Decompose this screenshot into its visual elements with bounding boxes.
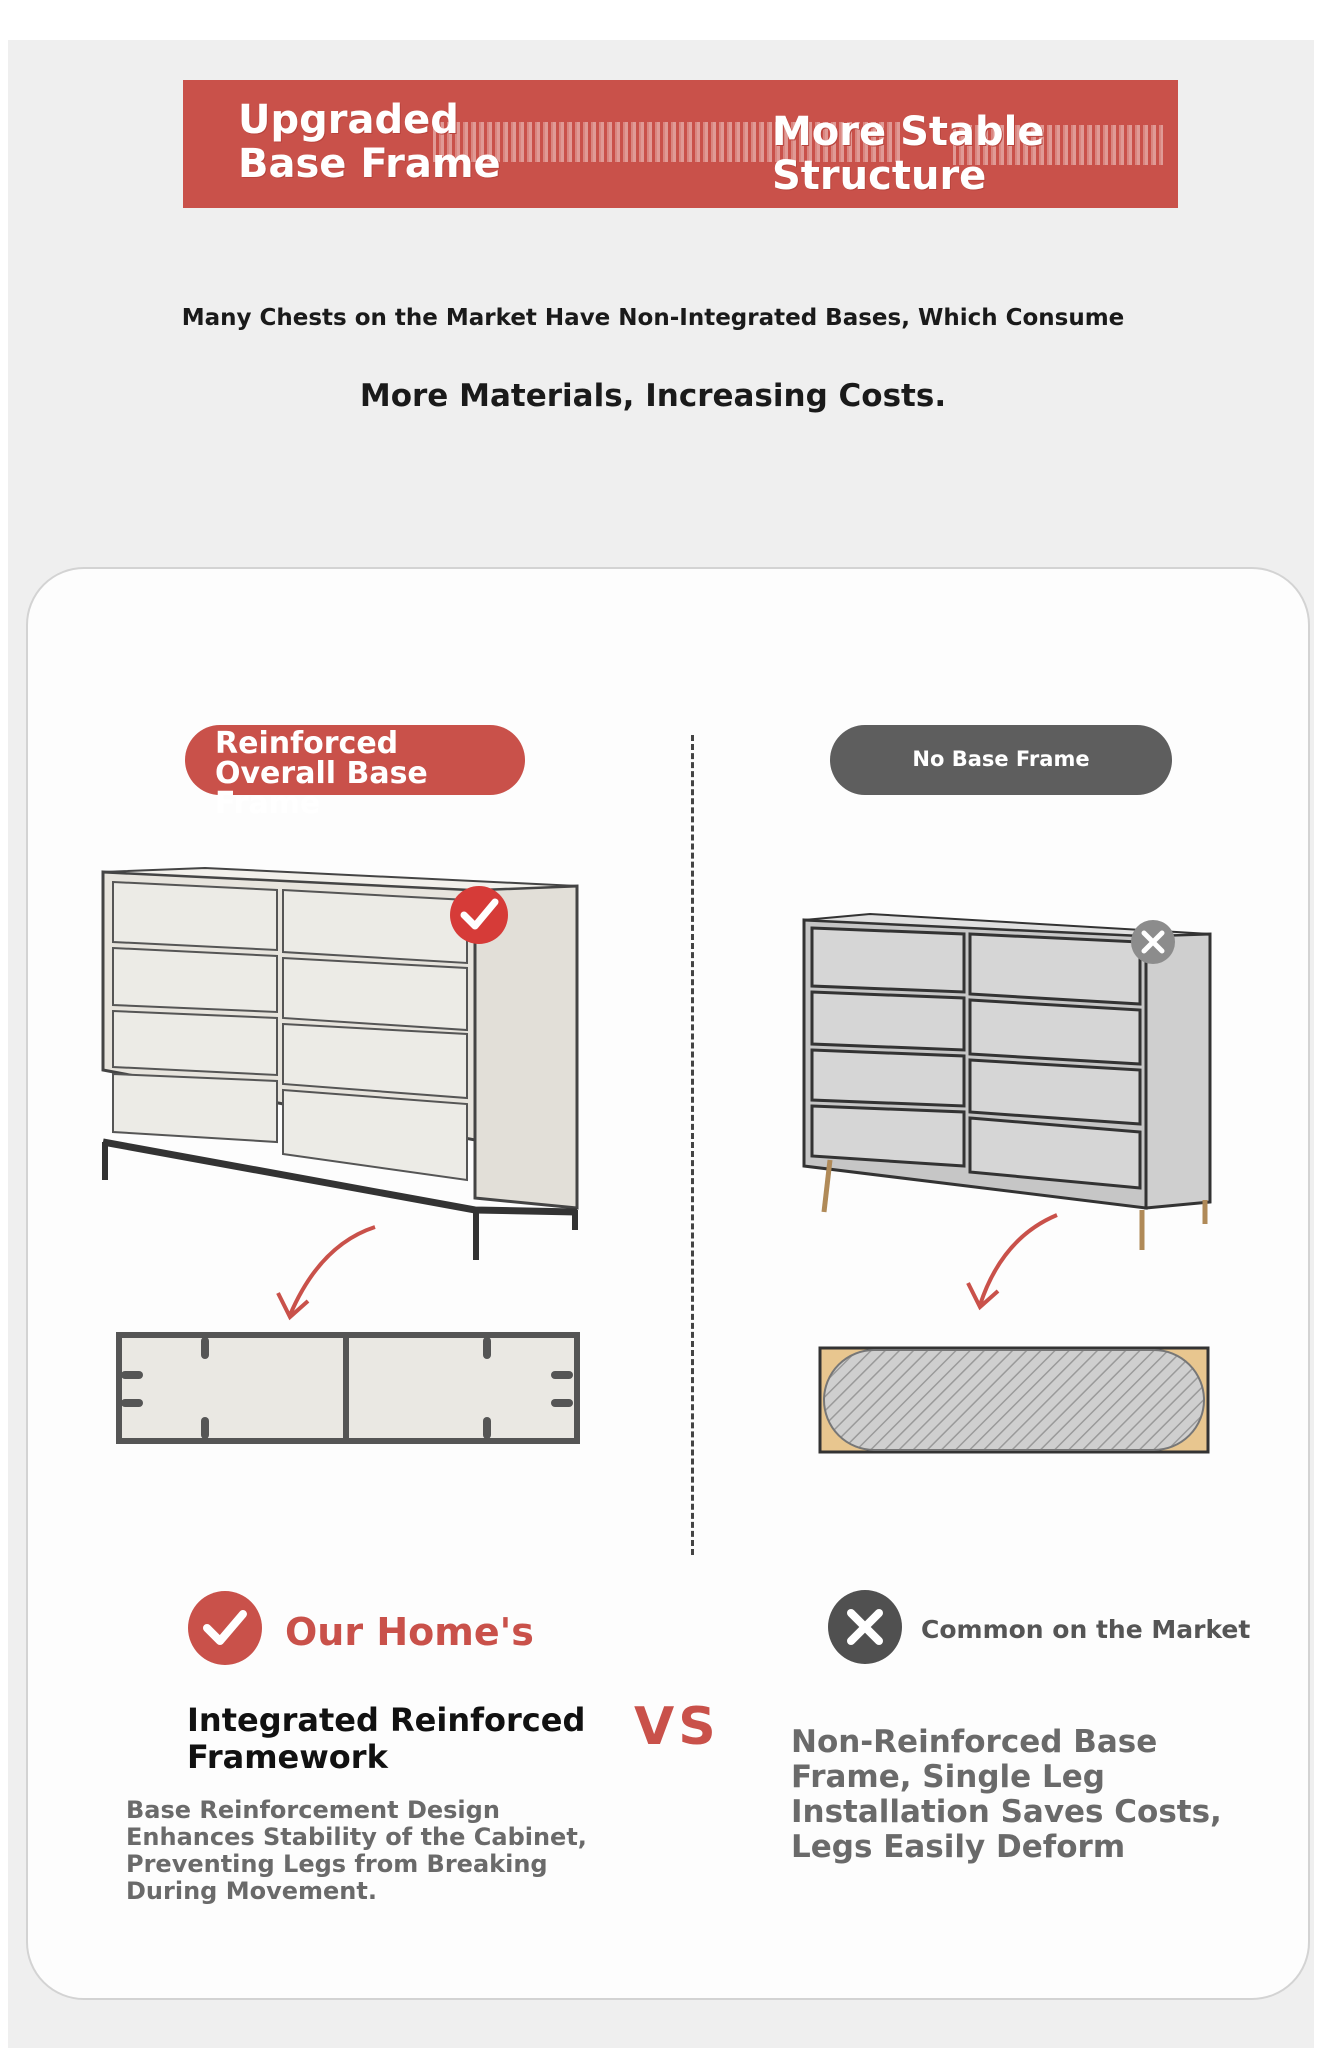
reinforced-chest-illustration [95,860,595,1280]
left-heading: Integrated Reinforced Framework [187,1701,586,1776]
common-market-label: Common on the Market [921,1615,1251,1644]
right-description: Non-Reinforced Base Frame, Single Leg Installation Saves Costs, Legs Easily Deform [791,1724,1222,1865]
banner-right-title: More Stable Structure [772,109,1045,199]
curved-arrow-icon [270,1225,380,1325]
top-banner [183,80,1178,208]
center-divider [691,735,694,1555]
reinforced-frame-pill-label: Reinforced Overall Base Frame [215,726,428,821]
non-reinforced-base-diagram [818,1346,1210,1454]
intro-line-1: Many Chests on the Market Have Non-Integrated Bases, Which Consume [181,305,1125,331]
banner-left-title: Upgraded Base Frame [238,97,501,187]
check-circle-icon [450,886,508,944]
intro-line-2: More Materials, Increasing Costs. [359,378,947,414]
our-home-label: Our Home's [285,1610,534,1654]
curved-arrow-icon [962,1213,1062,1313]
vs-label: VS [634,1697,720,1757]
no-base-frame-pill [830,725,1172,795]
no-base-frame-pill-label: No Base Frame [912,747,1090,771]
reinforced-base-frame-diagram [117,1333,579,1443]
check-circle-icon [187,1590,263,1666]
x-circle-icon [1131,920,1175,964]
x-circle-icon [827,1589,903,1665]
reinforced-frame-pill [185,725,525,821]
left-description: Base Reinforcement Design Enhances Stability of the Cabinet, Preventing Legs from Breaking During Movement. [126,1796,587,1905]
